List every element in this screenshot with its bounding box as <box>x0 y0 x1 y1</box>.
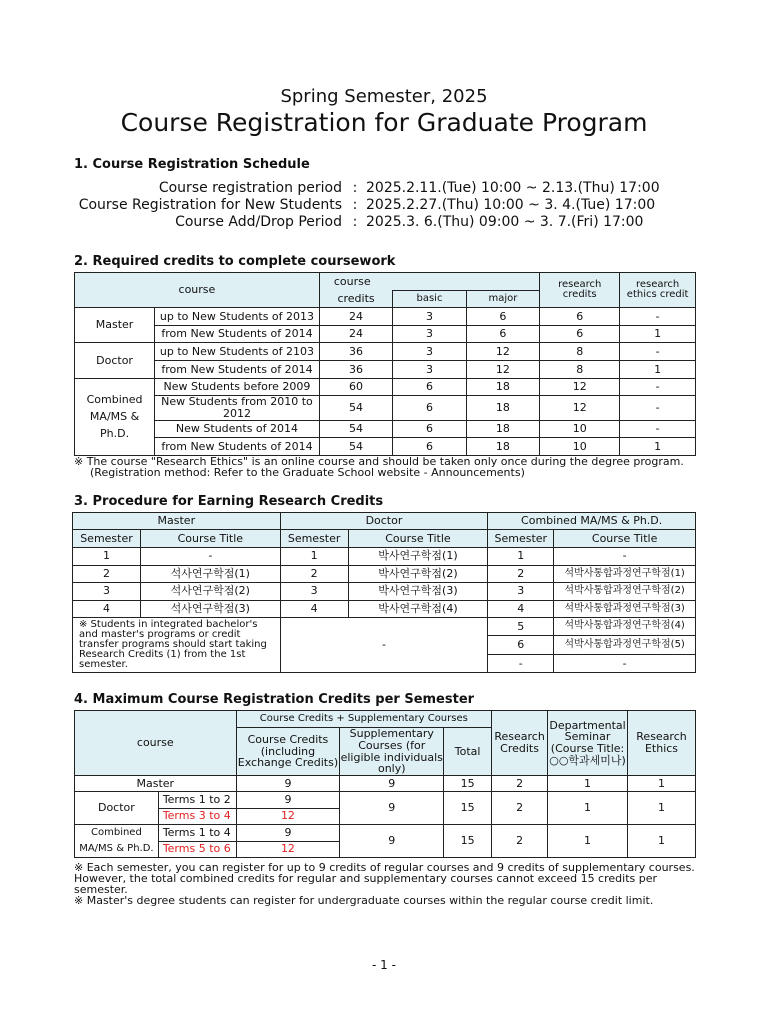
cell: 6 <box>393 396 466 420</box>
cell: - <box>554 548 696 566</box>
cell: 박사연구학점(4) <box>348 600 488 618</box>
cell: 석박사통합과정연구학점(2) <box>554 583 696 601</box>
header-combined: Combined MA/MS & Ph.D. <box>488 513 696 530</box>
schedule-colon: : <box>352 214 358 230</box>
table-row <box>75 378 696 396</box>
group-master: Master <box>75 308 155 343</box>
cell: 2 <box>492 825 548 858</box>
cell: 6 <box>540 308 620 326</box>
cell: 6 <box>540 325 620 343</box>
cell: 24 <box>319 325 392 343</box>
term-label-highlight: Terms 5 to 6 <box>158 841 236 858</box>
cell: 18 <box>466 378 539 396</box>
group-doctor: Doctor <box>75 343 155 378</box>
header-research-ethics: Research Ethics <box>628 711 696 776</box>
cell: 12 <box>466 361 539 379</box>
header-semester: Semester <box>280 530 348 548</box>
cell: 석사연구학점(1) <box>140 565 280 583</box>
header-master: Master <box>73 513 281 530</box>
dash-cell: - <box>280 618 488 673</box>
schedule-value: 2025.2.27.(Thu) 10:00 ~ 3. 4.(Tue) 17:00 <box>366 197 656 213</box>
header-doctor: Doctor <box>280 513 488 530</box>
cell: 18 <box>466 438 539 456</box>
cell: New Students from 2010 to 2012 <box>155 396 320 420</box>
table-row <box>75 343 696 361</box>
cell: 6 <box>466 325 539 343</box>
row-combined: Combined MA/MS & Ph.D. <box>75 825 159 858</box>
cell: 1 <box>620 361 696 379</box>
cell: 36 <box>319 343 392 361</box>
schedule-row <box>74 180 674 197</box>
registration-method-note: (Registration method: Refer to the Graduate School website - Announcements) <box>90 466 525 479</box>
header-research-credits: research credits <box>540 273 620 308</box>
cell: 15 <box>444 792 492 825</box>
cell: 석사연구학점(3) <box>140 600 280 618</box>
cell: - <box>620 420 696 438</box>
cell: 9 <box>236 792 340 809</box>
cell: 10 <box>540 438 620 456</box>
section3-title: 3. Procedure for Earning Research Credits <box>74 494 384 509</box>
table-row <box>75 361 696 379</box>
cell: 9 <box>340 792 444 825</box>
cell: 3 <box>488 583 554 601</box>
cell: 9 <box>340 825 444 858</box>
cell: 18 <box>466 396 539 420</box>
schedule-row <box>74 197 674 214</box>
cell: - <box>488 654 554 672</box>
table-row <box>73 548 696 566</box>
table-row <box>75 420 696 438</box>
schedule-label: Course Add/Drop Period <box>175 214 342 230</box>
header-course-title: Course Title <box>554 530 696 548</box>
cell: 8 <box>540 361 620 379</box>
semester-heading: Spring Semester, 2025 <box>280 86 488 107</box>
cell: from New Students of 2014 <box>155 325 320 343</box>
cell: 1 <box>548 776 628 792</box>
cell: 박사연구학점(1) <box>348 548 488 566</box>
registration-schedule <box>74 180 674 231</box>
cell: 2 <box>488 565 554 583</box>
header-course: course <box>75 711 237 776</box>
term-label-highlight: Terms 3 to 4 <box>158 808 236 825</box>
cell: 15 <box>444 776 492 792</box>
cell: 9 <box>236 825 340 842</box>
row-doctor: Doctor <box>75 792 159 825</box>
cell: 1 <box>73 548 141 566</box>
page-number: - 1 - <box>372 958 396 972</box>
cell: 12 <box>540 396 620 420</box>
section2-title: 2. Required credits to complete coursework <box>74 254 396 269</box>
required-credits-table <box>74 272 696 456</box>
cell: 5 <box>488 618 554 636</box>
cell: New Students of 2014 <box>155 420 320 438</box>
cell: 1 <box>628 776 696 792</box>
cell: 6 <box>393 378 466 396</box>
header-semester: Semester <box>488 530 554 548</box>
section4-title: 4. Maximum Course Registration Credits per Semester <box>74 692 475 707</box>
cell: 1 <box>620 438 696 456</box>
header-ethics-credit: research ethics credit <box>620 273 696 308</box>
cell: 3 <box>393 361 466 379</box>
cell: 1 <box>548 792 628 825</box>
table-row <box>75 792 696 809</box>
table-row <box>73 600 696 618</box>
table-row <box>73 618 696 636</box>
table-row <box>75 438 696 456</box>
cell: 60 <box>319 378 392 396</box>
header-course-plus-supplementary: Course Credits + Supplementary Courses <box>236 711 492 728</box>
cell: 2 <box>492 776 548 792</box>
cell: 8 <box>540 343 620 361</box>
cell: 3 <box>393 343 466 361</box>
section1-title: 1. Course Registration Schedule <box>74 157 310 172</box>
header-course-title: Course Title <box>348 530 488 548</box>
cell: 9 <box>340 776 444 792</box>
header-departmental-seminar: Departmental Seminar (Course Title: ○○학과세미나) <box>548 711 628 776</box>
header-supplementary: Supplementary Courses (for eligible individuals only) <box>340 727 443 776</box>
cell: 6 <box>393 438 466 456</box>
cell: 2 <box>492 792 548 825</box>
cell: 박사연구학점(3) <box>348 583 488 601</box>
header-credits: credits <box>319 291 392 308</box>
cell: 10 <box>540 420 620 438</box>
cell: - <box>140 548 280 566</box>
table-row <box>75 325 696 343</box>
cell: 24 <box>319 308 392 326</box>
cell: 6 <box>393 420 466 438</box>
cell: 54 <box>319 420 392 438</box>
schedule-row <box>74 214 674 231</box>
cell: 1 <box>280 548 348 566</box>
cell: 18 <box>466 420 539 438</box>
undergraduate-note: ※ Master's degree students can register for undergraduate courses within the regular course credit limit. <box>74 894 654 907</box>
header-course-credits: Course Credits (including Exchange Credits) <box>236 728 340 776</box>
cell: from New Students of 2014 <box>155 361 320 379</box>
cell: - <box>554 654 696 672</box>
cell: 36 <box>319 361 392 379</box>
cell: 3 <box>73 583 141 601</box>
schedule-label: Course Registration for New Students <box>78 197 342 213</box>
cell: up to New Students of 2103 <box>155 343 320 361</box>
cell-highlight: 12 <box>236 841 340 858</box>
table-row <box>73 565 696 583</box>
cell-highlight: 12 <box>236 808 340 825</box>
term-label: Terms 1 to 4 <box>158 825 236 842</box>
cell: 1 <box>548 825 628 858</box>
schedule-colon: : <box>352 180 358 196</box>
cell: 1 <box>628 792 696 825</box>
cell: 54 <box>319 438 392 456</box>
schedule-value: 2025.3. 6.(Thu) 09:00 ~ 3. 7.(Fri) 17:00 <box>366 214 644 230</box>
cell: 박사연구학점(2) <box>348 565 488 583</box>
cell: 4 <box>280 600 348 618</box>
cell: 3 <box>393 308 466 326</box>
cell: - <box>620 378 696 396</box>
cell: 3 <box>280 583 348 601</box>
cell: 15 <box>444 825 492 858</box>
table-row <box>75 776 696 792</box>
header-course-title: Course Title <box>140 530 280 548</box>
cell: 석박사통합과정연구학점(1) <box>554 565 696 583</box>
cell: - <box>620 343 696 361</box>
term-label: Terms 1 to 2 <box>158 792 236 809</box>
header-research-credits: Research Credits <box>492 711 548 776</box>
cell: - <box>620 308 696 326</box>
cell: New Students before 2009 <box>155 378 320 396</box>
header-basic: basic <box>393 291 466 308</box>
row-master: Master <box>75 776 237 792</box>
schedule-label: Course registration period <box>158 180 342 196</box>
cell: 54 <box>319 396 392 420</box>
cell: 4 <box>488 600 554 618</box>
cell: 석박사통합과정연구학점(3) <box>554 600 696 618</box>
table-row <box>75 825 696 842</box>
cell: 2 <box>73 565 141 583</box>
table-row <box>75 308 696 326</box>
header-course-top: course <box>319 273 539 291</box>
cell: 12 <box>540 378 620 396</box>
cell: up to New Students of 2013 <box>155 308 320 326</box>
cell: from New Students of 2014 <box>155 438 320 456</box>
integrated-program-note: ※ Students in integrated bachelor's and master's programs or credit transfer programs should start taking Research Credits (1) from the 1st semester. <box>73 618 281 673</box>
cell: 1 <box>488 548 554 566</box>
table-row <box>75 396 696 420</box>
schedule-colon: : <box>352 197 358 213</box>
credit-limit-note: ※ Each semester, you can register for up to 9 credits of regular courses and 9 credits of supplementary courses. However, the total combined credits for regular and supplementary courses cannot exceed 15 credits per semester. <box>74 861 695 896</box>
header-course: course <box>75 273 320 308</box>
max-credits-table <box>74 710 696 858</box>
cell: 12 <box>466 343 539 361</box>
cell: 석사연구학점(2) <box>140 583 280 601</box>
schedule-value: 2025.2.11.(Tue) 10:00 ~ 2.13.(Thu) 17:00 <box>366 180 660 196</box>
cell: 2 <box>280 565 348 583</box>
cell: 3 <box>393 325 466 343</box>
cell: 석박사통합과정연구학점(5) <box>554 636 696 654</box>
ethics-note: ※ The course "Research Ethics" is an online course and should be taken only once during the degree program. <box>74 455 684 468</box>
cell: 6 <box>466 308 539 326</box>
group-combined: Combined MA/MS & Ph.D. <box>75 378 155 455</box>
header-semester: Semester <box>73 530 141 548</box>
cell: - <box>620 396 696 420</box>
cell: 1 <box>628 825 696 858</box>
cell: 1 <box>620 325 696 343</box>
cell: 6 <box>488 636 554 654</box>
research-credits-table <box>72 512 696 673</box>
cell: 석박사통합과정연구학점(4) <box>554 618 696 636</box>
header-major: major <box>466 291 539 308</box>
header-total: Total <box>444 728 492 776</box>
cell: 9 <box>236 776 340 792</box>
cell: 4 <box>73 600 141 618</box>
table-row <box>73 583 696 601</box>
page-title: Course Registration for Graduate Program <box>120 108 648 137</box>
